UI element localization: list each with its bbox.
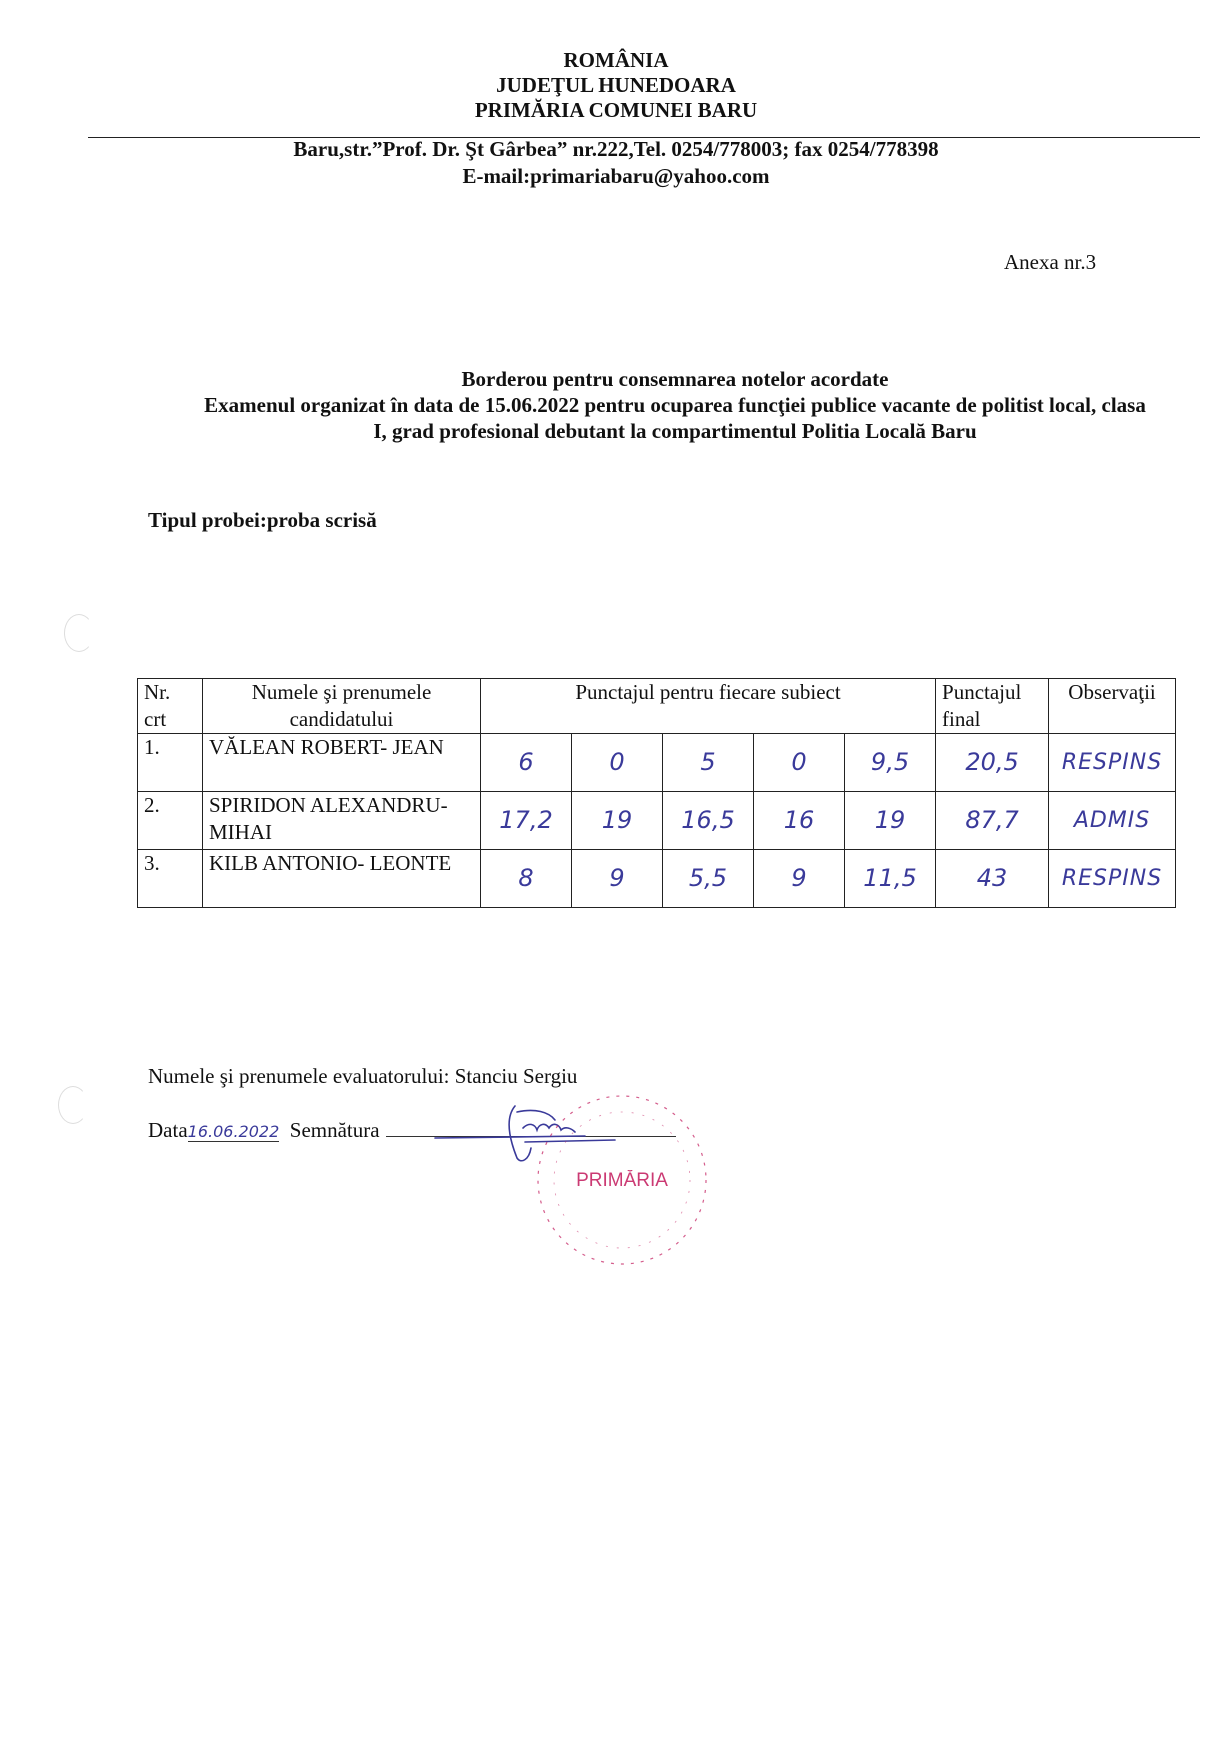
date-label: Data xyxy=(148,1118,188,1142)
row-final: 87,7 xyxy=(936,792,1049,850)
row-score: 19 xyxy=(572,792,663,850)
row-score: 9,5 xyxy=(845,734,936,792)
row-score: 0 xyxy=(572,734,663,792)
row-nr: 1. xyxy=(138,734,203,792)
row-score: 19 xyxy=(845,792,936,850)
table-row xyxy=(138,850,1176,908)
row-score: 9 xyxy=(754,850,845,908)
test-type: Tipul probei:proba scrisă xyxy=(148,508,377,532)
row-name: VĂLEAN ROBERT- JEAN xyxy=(203,734,481,792)
row-name: SPIRIDON ALEXANDRU- MIHAI xyxy=(203,792,481,850)
row-score: 8 xyxy=(481,850,572,908)
row-score: 5,5 xyxy=(663,850,754,908)
row-score: 0 xyxy=(754,734,845,792)
document-title xyxy=(195,366,1155,444)
scores-table xyxy=(137,678,1176,908)
row-observation: ADMIS xyxy=(1049,792,1176,850)
letterhead-contact xyxy=(0,136,1232,190)
table-row xyxy=(138,734,1176,792)
row-score: 9 xyxy=(572,850,663,908)
row-nr: 3. xyxy=(138,850,203,908)
row-score: 16 xyxy=(754,792,845,850)
signature-label: Semnătura xyxy=(289,1118,380,1142)
table-header-row xyxy=(138,679,1176,734)
letterhead-country: ROMÂNIA xyxy=(563,48,669,72)
header-observations: Observaţii xyxy=(1049,679,1176,734)
official-stamp xyxy=(522,1090,722,1270)
annex-label: Anexa nr.3 xyxy=(1004,250,1097,274)
row-score: 5 xyxy=(663,734,754,792)
row-observation: RESPINS xyxy=(1049,850,1176,908)
header-final: Punctajul final xyxy=(936,679,1049,734)
row-name: KILB ANTONIO- LEONTE xyxy=(203,850,481,908)
row-score: 17,2 xyxy=(481,792,572,850)
letterhead xyxy=(0,48,1232,123)
row-score: 16,5 xyxy=(663,792,754,850)
header-nr: Nr. crt xyxy=(138,679,203,734)
date-value: 16.06.2022 xyxy=(187,1122,280,1141)
row-score: 6 xyxy=(481,734,572,792)
row-nr: 2. xyxy=(138,792,203,850)
row-final: 20,5 xyxy=(936,734,1049,792)
table-row xyxy=(138,792,1176,850)
document-title-line2: Examenul organizat în data de 15.06.2022 pentru ocuparea funcţiei publice vacante de politist local, clasa I, grad profesional debutant la compartimentul Politia Locală Baru xyxy=(204,393,1146,443)
row-final: 43 xyxy=(936,850,1049,908)
letterhead-email: E-mail:primariabaru@yahoo.com xyxy=(462,164,770,188)
stamp-text: PRIMĂRIA xyxy=(576,1170,668,1191)
letterhead-institution: PRIMĂRIA COMUNEI BARU xyxy=(474,98,758,122)
document-title-line1: Borderou pentru consemnarea notelor acordate xyxy=(461,367,889,391)
letterhead-address: Baru,str.”Prof. Dr. Şt Gârbea” nr.222,Tel. 0254/778003; fax 0254/778398 xyxy=(293,137,939,161)
row-observation: RESPINS xyxy=(1049,734,1176,792)
evaluator-name: Numele şi prenumele evaluatorului: Stanciu Sergiu xyxy=(148,1064,578,1088)
row-score: 11,5 xyxy=(845,850,936,908)
header-name: Numele şi prenumele candidatului xyxy=(203,679,481,734)
letterhead-county: JUDEŢUL HUNEDOARA xyxy=(496,73,736,97)
punch-hole-mark xyxy=(64,614,94,652)
header-scores: Punctajul pentru fiecare subiect xyxy=(481,679,936,734)
punch-hole-mark xyxy=(58,1086,88,1124)
